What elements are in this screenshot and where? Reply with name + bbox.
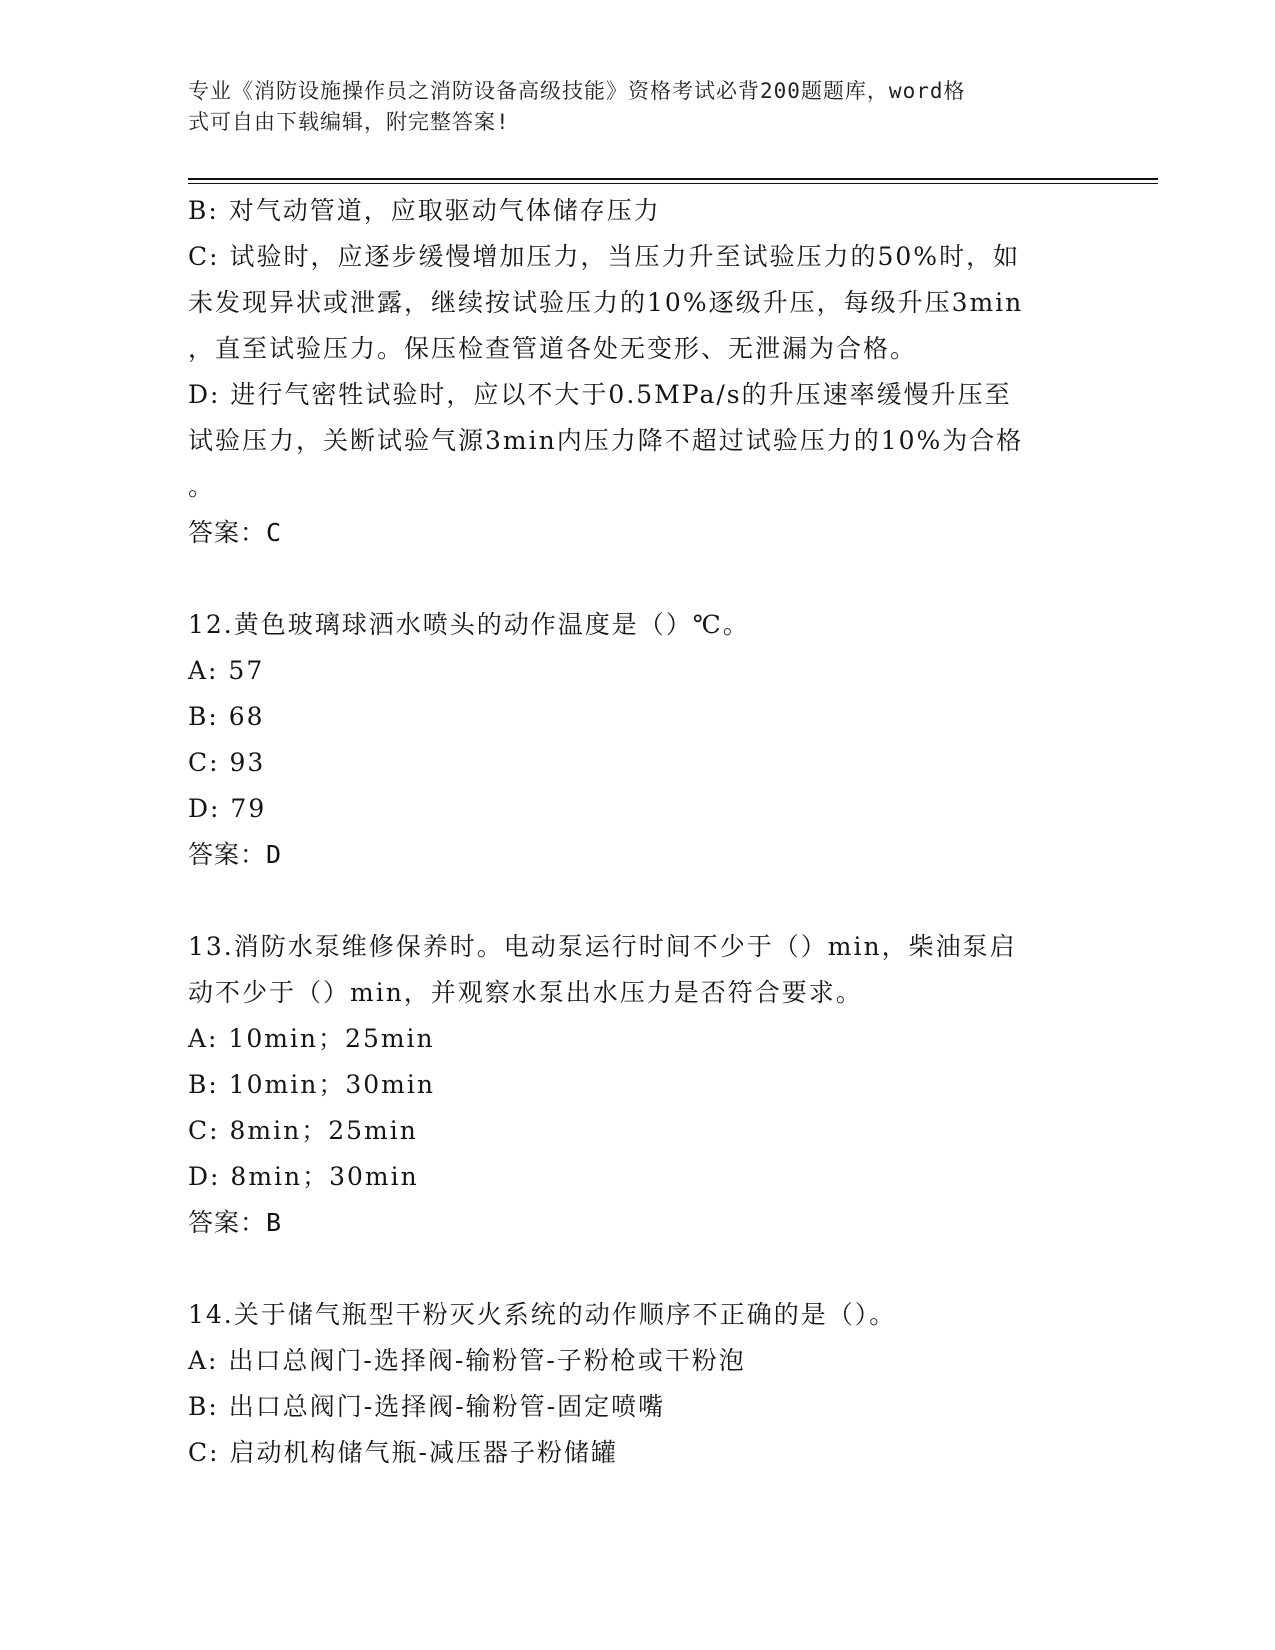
question-spacer	[188, 556, 1068, 602]
q12-question: 12.黄色玻璃球洒水喷头的动作温度是（）℃。	[188, 610, 750, 639]
question-14	[188, 1292, 1068, 1476]
question-content	[188, 188, 1068, 1476]
header-divider-thick	[188, 178, 1158, 180]
q11-option-b: B: 对气动管道，应取驱动气体储存压力	[188, 196, 661, 225]
question-12	[188, 602, 1068, 878]
q14-option-c: C: 启动机构储气瓶-减压器子粉储罐	[188, 1438, 618, 1467]
q13-option-b: B: 10min；30min	[188, 1070, 435, 1099]
q11-option-c-line-2: 未发现异状或泄露，继续按试验压力的10%逐级升压，每级升压3min	[188, 288, 1024, 317]
q13-answer: 答案：B	[188, 1208, 283, 1237]
q13-option-c: C: 8min；25min	[188, 1116, 418, 1145]
q13-option-a: A: 10min；25min	[188, 1024, 435, 1053]
q11-answer: 答案：C	[188, 518, 283, 547]
question-spacer	[188, 1246, 1068, 1292]
q13-question-line-2: 动不少于（）min，并观察水泵出水压力是否符合要求。	[188, 978, 863, 1007]
question-spacer	[188, 878, 1068, 924]
q11-option-c-line-3: ，直至试验压力。保压检查管道各处无变形、无泄漏为合格。	[188, 334, 918, 363]
q12-option-c: C: 93	[188, 748, 266, 777]
document-header	[188, 76, 1068, 138]
header-divider-thin	[188, 183, 1158, 184]
q12-answer: 答案：D	[188, 840, 283, 869]
question-11-continued	[188, 188, 1068, 556]
q14-option-a: A: 出口总阀门-选择阀-输粉管-子粉枪或干粉泡	[188, 1346, 746, 1375]
q12-option-d: D: 79	[188, 794, 267, 823]
q12-option-b: B: 68	[188, 702, 265, 731]
q13-option-d: D: 8min；30min	[188, 1162, 419, 1191]
q14-question: 14.关于储气瓶型干粉灭火系统的动作顺序不正确的是（）。	[188, 1300, 897, 1329]
question-13	[188, 924, 1068, 1246]
q14-option-b: B: 出口总阀门-选择阀-输粉管-固定喷嘴	[188, 1392, 666, 1421]
header-title-line-2: 式可自由下载编辑，附完整答案!	[188, 110, 510, 134]
header-title-line-1: 专业《消防设施操作员之消防设备高级技能》资格考试必背200题题库，word格	[188, 79, 966, 103]
q12-option-a: A: 57	[188, 656, 265, 685]
q11-option-d-line-2: 试验压力，关断试验气源3min内压力降不超过试验压力的10%为合格	[188, 426, 1024, 455]
q11-option-d-line-3: 。	[188, 472, 216, 501]
q11-option-d-line-1: D: 进行气密牲试验时，应以不大于0.5MPa/s的升压速率缓慢升压至	[188, 380, 1012, 409]
q11-option-c-line-1: C: 试验时，应逐步缓慢增加压力，当压力升至试验压力的50%时，如	[188, 242, 1021, 271]
q13-question-line-1: 13.消防水泵维修保养时。电动泵运行时间不少于（）min，柴油泵启	[188, 932, 1017, 961]
